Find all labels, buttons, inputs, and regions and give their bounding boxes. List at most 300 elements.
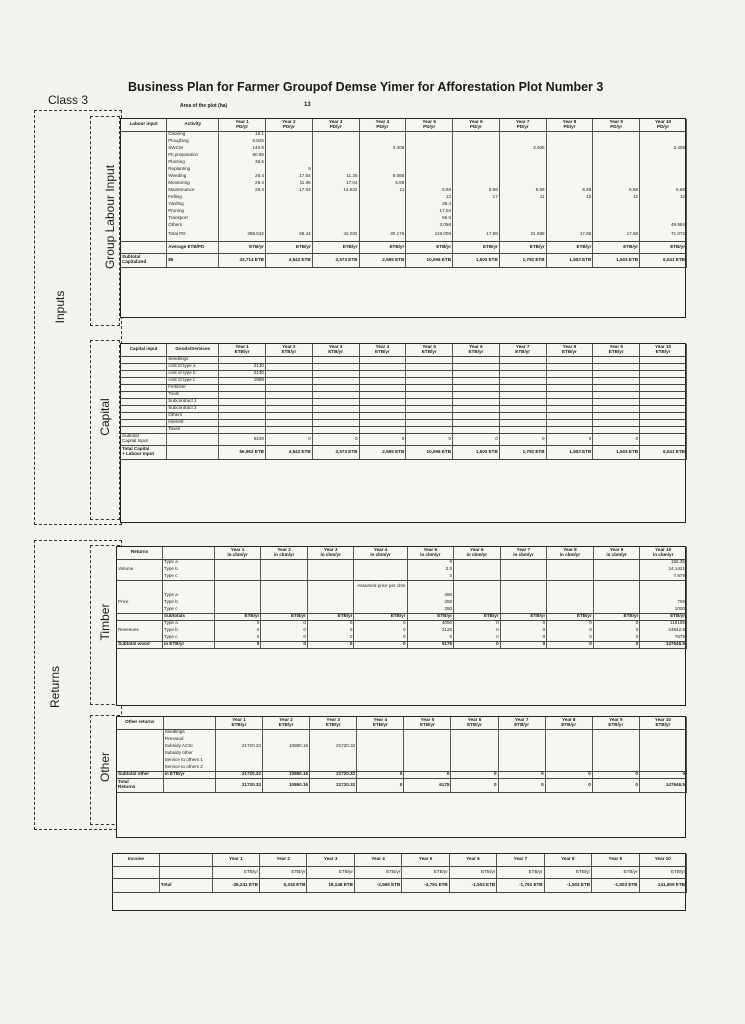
other-cell	[545, 736, 592, 743]
labour-cell	[121, 180, 167, 187]
timber-cell	[354, 592, 407, 599]
timber-cell: 118185	[640, 620, 687, 627]
timber-cell: 0	[454, 634, 501, 641]
labour-cell	[546, 222, 593, 229]
other-cell	[592, 736, 639, 743]
timber-row	[117, 641, 687, 648]
labour-cell: 3,573 ETB	[312, 253, 359, 267]
capital-cell	[593, 391, 640, 398]
income-row	[113, 866, 687, 878]
timber-cell: 0	[261, 620, 308, 627]
timber-cell	[500, 573, 547, 580]
labour-cell	[546, 201, 593, 208]
labour-cell: 17.04	[265, 173, 312, 180]
plot-area-label: Area of the plot (ha)	[180, 103, 228, 109]
labour-cell: ETB/yr	[640, 241, 687, 253]
other-cell	[357, 736, 404, 743]
capital-cell	[219, 384, 266, 391]
income-cell	[113, 878, 159, 892]
labour-cell: 11.36	[312, 173, 359, 180]
capital-cell	[406, 391, 453, 398]
income-cell: ETB/yr	[402, 866, 449, 878]
other-cell	[357, 757, 404, 764]
capital-cell	[640, 363, 687, 370]
labour-cell	[593, 145, 640, 152]
timber-cell: 0	[307, 620, 354, 627]
labour-cell: ETB/yr	[219, 241, 266, 253]
capital-header-cell: Year 7 ETB/yr	[499, 344, 546, 356]
other-cell	[263, 764, 310, 771]
other-header-row	[117, 717, 687, 729]
labour-cell: Maintenance	[167, 187, 219, 194]
labour-cell	[312, 152, 359, 159]
labour-cell	[265, 194, 312, 201]
capital-cell	[167, 445, 219, 459]
timber-cell: Subtotals	[163, 613, 215, 620]
capital-cell	[640, 412, 687, 419]
timber-header-cell: Year 3 in cbm/yr	[307, 547, 354, 559]
labour-cell: 11	[359, 187, 406, 194]
capital-row	[121, 370, 687, 377]
capital-row	[121, 445, 687, 459]
other-cell	[263, 757, 310, 764]
other-header-cell: Year 6 ETB/yr	[451, 717, 498, 729]
labour-cell: 5.68	[499, 187, 546, 194]
other-cell: 0	[451, 771, 498, 778]
labour-row	[121, 131, 687, 138]
labour-cell	[453, 152, 500, 159]
other-cell: 0	[404, 771, 451, 778]
capital-cell	[265, 377, 312, 384]
labour-cell: Clearing	[167, 131, 219, 138]
other-row	[117, 750, 687, 757]
labour-cell	[406, 159, 453, 166]
capital-cell: Interest	[167, 419, 219, 426]
timber-cell: ETB/yr	[307, 613, 354, 620]
other-cell: Subtotal other	[117, 771, 163, 778]
capital-cell	[312, 363, 359, 370]
labour-cell	[121, 131, 167, 138]
labour-cell	[219, 194, 266, 201]
labour-cell: 2,565 ETB	[359, 253, 406, 267]
labour-cell	[406, 166, 453, 173]
other-cell	[639, 764, 686, 771]
timber-header-cell: Year 4 in cbm/yr	[354, 547, 407, 559]
other-cell	[404, 764, 451, 771]
capital-cell	[265, 363, 312, 370]
timber-cell	[307, 592, 354, 599]
capital-cell	[640, 426, 687, 433]
timber-cell: 0	[500, 620, 547, 627]
capital-cell	[265, 405, 312, 412]
labour-row	[121, 145, 687, 152]
labour-cell	[546, 138, 593, 145]
timber-cell: ETB/yr	[407, 613, 454, 620]
timber-cell	[593, 580, 640, 592]
labour-cell: 58.44	[265, 229, 312, 241]
labour-row	[121, 229, 687, 241]
timber-cell	[593, 559, 640, 566]
capital-cell	[312, 419, 359, 426]
capital-cell: 6248	[219, 433, 266, 445]
timber-cell	[640, 592, 687, 599]
capital-cell	[546, 363, 593, 370]
labour-cell: 5.68	[640, 187, 687, 194]
timber-cell: Type c	[163, 606, 215, 613]
labour-cell	[406, 145, 453, 152]
other-returns-table	[117, 717, 687, 793]
timber-cell	[500, 606, 547, 613]
capital-cell	[499, 405, 546, 412]
labour-cell	[312, 131, 359, 138]
capital-cell	[453, 426, 500, 433]
timber-row	[117, 620, 687, 627]
labour-row	[121, 159, 687, 166]
timber-cell: ETB/yr	[454, 613, 501, 620]
income-cell: ETB/yr	[449, 866, 496, 878]
income-cell: -2,565 ETB	[354, 878, 401, 892]
other-cell	[451, 743, 498, 750]
timber-cell	[454, 606, 501, 613]
labour-cell	[265, 131, 312, 138]
capital-cell: cost of type a	[167, 363, 219, 370]
labour-cell	[453, 145, 500, 152]
other-header-cell: Year 9 ETB/yr	[592, 717, 639, 729]
capital-cell: cost of type b	[167, 370, 219, 377]
labour-cell: Planting	[167, 159, 219, 166]
labour-cell	[312, 159, 359, 166]
other-cell: 6175	[404, 778, 451, 792]
labour-cell: 10,066 ETB	[406, 253, 453, 267]
labour-cell	[499, 131, 546, 138]
capital-cell	[546, 356, 593, 363]
timber-cell	[214, 599, 261, 606]
income-header-cell: Year 9	[592, 854, 639, 866]
labour-cell	[593, 201, 640, 208]
capital-cell	[265, 398, 312, 405]
income-row	[113, 878, 687, 892]
capital-cell	[219, 419, 266, 426]
returns-label: Returns	[48, 665, 62, 709]
timber-row	[117, 559, 687, 566]
labour-cell: 56.8	[406, 215, 453, 222]
capital-cell: 2130	[219, 363, 266, 370]
timber-cell: ETB/yr	[640, 613, 687, 620]
timber-cell: 7.679	[640, 573, 687, 580]
capital-cell	[640, 391, 687, 398]
capital-cell	[265, 384, 312, 391]
capital-cell	[593, 356, 640, 363]
other-cell	[498, 750, 545, 757]
timber-row	[117, 566, 687, 573]
capital-cell: 0	[499, 433, 546, 445]
capital-cell	[453, 363, 500, 370]
labour-cell	[219, 215, 266, 222]
timber-cell	[117, 592, 163, 599]
capital-header-cell: Year 6 ETB/yr	[453, 344, 500, 356]
labour-cell: 49.984	[640, 222, 687, 229]
labour-row	[121, 138, 687, 145]
timber-cell	[261, 580, 308, 592]
capital-cell: 6,041 ETB	[640, 445, 687, 459]
timber-cell: 7679	[640, 634, 687, 641]
income-cell: ETB/yr	[497, 866, 544, 878]
other-cell	[263, 750, 310, 757]
timber-cell	[214, 573, 261, 580]
capital-cell	[167, 433, 219, 445]
capital-cell	[121, 412, 167, 419]
other-cell	[592, 750, 639, 757]
other-row	[117, 764, 687, 771]
labour-cell	[593, 166, 640, 173]
labour-cell	[499, 180, 546, 187]
capital-cell	[640, 405, 687, 412]
other-cell: 0	[545, 778, 592, 792]
timber-cell: 0	[261, 641, 308, 648]
labour-cell: 140.8	[219, 145, 266, 152]
labour-cell: 17.04	[406, 208, 453, 215]
labour-cell	[640, 152, 687, 159]
capital-cell	[406, 363, 453, 370]
labour-cell: 12	[640, 194, 687, 201]
timber-header-row	[117, 547, 687, 559]
labour-cell	[121, 208, 167, 215]
other-cell: 0	[592, 771, 639, 778]
capital-cell	[219, 426, 266, 433]
capital-cell	[499, 370, 546, 377]
labour-header-cell: Year 1 PD/yr	[219, 119, 266, 131]
capital-header-cell: Year 10 ETB/yr	[640, 344, 687, 356]
labour-cell: 71.072	[640, 229, 687, 241]
other-cell	[404, 757, 451, 764]
other-header-cell: Other returns	[117, 717, 163, 729]
labour-cell: 396.532	[219, 229, 266, 241]
capital-cell: 0	[453, 433, 500, 445]
labour-cell: Replanting	[167, 166, 219, 173]
timber-cell	[640, 580, 687, 592]
labour-cell: 13.632	[312, 187, 359, 194]
labour-cell: ETB/yr	[359, 241, 406, 253]
labour-row	[121, 208, 687, 215]
timber-cell	[307, 559, 354, 566]
timber-header-cell: Year 10 in cbm/yr	[640, 547, 687, 559]
capital-cell	[406, 405, 453, 412]
labour-cell: ETB/yr	[406, 241, 453, 253]
other-cell	[451, 764, 498, 771]
income-section	[112, 853, 686, 911]
other-cell	[498, 736, 545, 743]
labour-cell: 5.68	[546, 187, 593, 194]
labour-cell: 6.825	[219, 138, 266, 145]
capital-cell	[406, 377, 453, 384]
capital-cell	[499, 384, 546, 391]
capital-cell	[359, 377, 406, 384]
capital-cell	[640, 419, 687, 426]
labour-cell: 28.4	[219, 173, 266, 180]
capital-cell	[593, 419, 640, 426]
labour-cell	[453, 180, 500, 187]
labour-cell: 6,041 ETB	[640, 253, 687, 267]
capital-cell: Subcontract 1	[167, 398, 219, 405]
labour-cell: Subtotal Capitalized	[121, 253, 167, 267]
income-header-cell: Year 8	[544, 854, 591, 866]
capital-cell	[312, 426, 359, 433]
capital-label: Capital	[98, 398, 112, 436]
income-cell	[113, 866, 159, 878]
labour-header-cell: Year 7 PD/yr	[499, 119, 546, 131]
labour-cell: 119.008	[406, 229, 453, 241]
labour-row	[121, 194, 687, 201]
other-cell	[117, 736, 163, 743]
income-cell: Total	[159, 878, 212, 892]
other-cell	[592, 764, 639, 771]
labour-cell: 11	[499, 194, 546, 201]
labour-cell	[312, 145, 359, 152]
timber-cell	[547, 592, 594, 599]
capital-cell	[640, 398, 687, 405]
timber-cell	[261, 573, 308, 580]
labour-cell: 5.68	[406, 187, 453, 194]
other-cell	[215, 764, 262, 771]
timber-cell: 450	[407, 592, 454, 599]
labour-cell	[359, 166, 406, 173]
capital-cell	[312, 377, 359, 384]
labour-cell	[546, 131, 593, 138]
labour-cell: 12	[406, 194, 453, 201]
capital-cell	[121, 377, 167, 384]
labour-cell	[359, 152, 406, 159]
labour-header-cell: Labour input	[121, 119, 167, 131]
labour-cell	[640, 215, 687, 222]
timber-cell: Subtotal wood	[117, 641, 163, 648]
capital-cell	[593, 405, 640, 412]
timber-cell	[547, 559, 594, 566]
capital-row	[121, 419, 687, 426]
other-header-cell: Year 2 ETB/yr	[263, 717, 310, 729]
labour-cell: 3.408	[499, 145, 546, 152]
capital-row	[121, 426, 687, 433]
labour-cell	[265, 208, 312, 215]
capital-cell	[546, 370, 593, 377]
labour-cell	[121, 173, 167, 180]
labour-cell	[265, 201, 312, 208]
capital-cell	[546, 377, 593, 384]
labour-cell: 28.4	[219, 187, 266, 194]
timber-cell: 350	[407, 599, 454, 606]
labour-cell	[593, 152, 640, 159]
labour-cell	[121, 152, 167, 159]
other-cell	[117, 743, 163, 750]
timber-row	[117, 634, 687, 641]
income-cell	[159, 866, 212, 878]
labour-cell: 12	[593, 194, 640, 201]
labour-row	[121, 253, 687, 267]
capital-cell	[265, 391, 312, 398]
labour-cell: 1,503 ETB	[453, 253, 500, 267]
other-row	[117, 757, 687, 764]
other-cell	[545, 764, 592, 771]
labour-cell	[453, 166, 500, 173]
timber-cell: 3.5	[407, 566, 454, 573]
timber-header-cell: Year 7 in cbm/yr	[500, 547, 547, 559]
timber-header-cell: Year 5 in cbm/yr	[407, 547, 454, 559]
capital-row	[121, 363, 687, 370]
labour-cell	[219, 201, 266, 208]
other-cell	[404, 743, 451, 750]
other-cell: 0	[451, 778, 498, 792]
capital-cell	[640, 356, 687, 363]
timber-cell: 0	[547, 634, 594, 641]
timber-row	[117, 599, 687, 606]
labour-cell	[640, 166, 687, 173]
timber-cell: 700	[640, 599, 687, 606]
capital-cell	[359, 356, 406, 363]
income-cell: ETB/yr	[544, 866, 591, 878]
labour-header-cell: Year 2 PD/yr	[265, 119, 312, 131]
labour-cell	[593, 208, 640, 215]
timber-cell	[500, 599, 547, 606]
capital-cell	[593, 370, 640, 377]
capital-cell	[593, 384, 640, 391]
timber-cell	[354, 606, 407, 613]
other-cell	[592, 757, 639, 764]
labour-cell: 33,714 ETB	[219, 253, 266, 267]
labour-cell: 5.68	[359, 180, 406, 187]
labour-cell	[406, 180, 453, 187]
other-cell: 147646.5	[639, 778, 686, 792]
labour-cell: Yarding	[167, 201, 219, 208]
other-cell	[215, 729, 262, 736]
labour-cell	[406, 138, 453, 145]
timber-cell: 0	[407, 573, 454, 580]
timber-cell	[307, 606, 354, 613]
capital-cell	[640, 377, 687, 384]
labour-cell	[265, 145, 312, 152]
capital-cell	[453, 391, 500, 398]
capital-cell	[546, 419, 593, 426]
labour-cell	[219, 222, 266, 229]
capital-cell: 1,503 ETB	[593, 445, 640, 459]
timber-cell: 0	[500, 634, 547, 641]
labour-cell	[546, 208, 593, 215]
labour-cell	[499, 215, 546, 222]
labour-cell	[121, 201, 167, 208]
timber-cell	[214, 580, 261, 592]
timber-cell	[117, 620, 163, 627]
other-cell: 21720.32	[310, 771, 357, 778]
capital-cell: Others	[167, 412, 219, 419]
timber-cell	[117, 613, 163, 620]
other-cell: in ETB/yr	[163, 771, 215, 778]
timber-cell: 156.35	[640, 559, 687, 566]
timber-cell: Assumed price per cbm	[354, 580, 407, 592]
other-cell	[310, 764, 357, 771]
capital-header-cell: Year 3 ETB/yr	[312, 344, 359, 356]
other-cell	[592, 729, 639, 736]
timber-cell: 9	[407, 559, 454, 566]
labour-cell	[121, 159, 167, 166]
other-cell	[357, 750, 404, 757]
timber-cell: 0	[214, 634, 261, 641]
capital-cell	[453, 419, 500, 426]
capital-cell	[121, 384, 167, 391]
timber-cell: Volume	[117, 566, 163, 573]
labour-cell	[265, 222, 312, 229]
labour-cell: 17.04	[312, 180, 359, 187]
income-cell: ETB/yr	[307, 866, 354, 878]
capital-cell	[453, 377, 500, 384]
labour-cell	[359, 222, 406, 229]
